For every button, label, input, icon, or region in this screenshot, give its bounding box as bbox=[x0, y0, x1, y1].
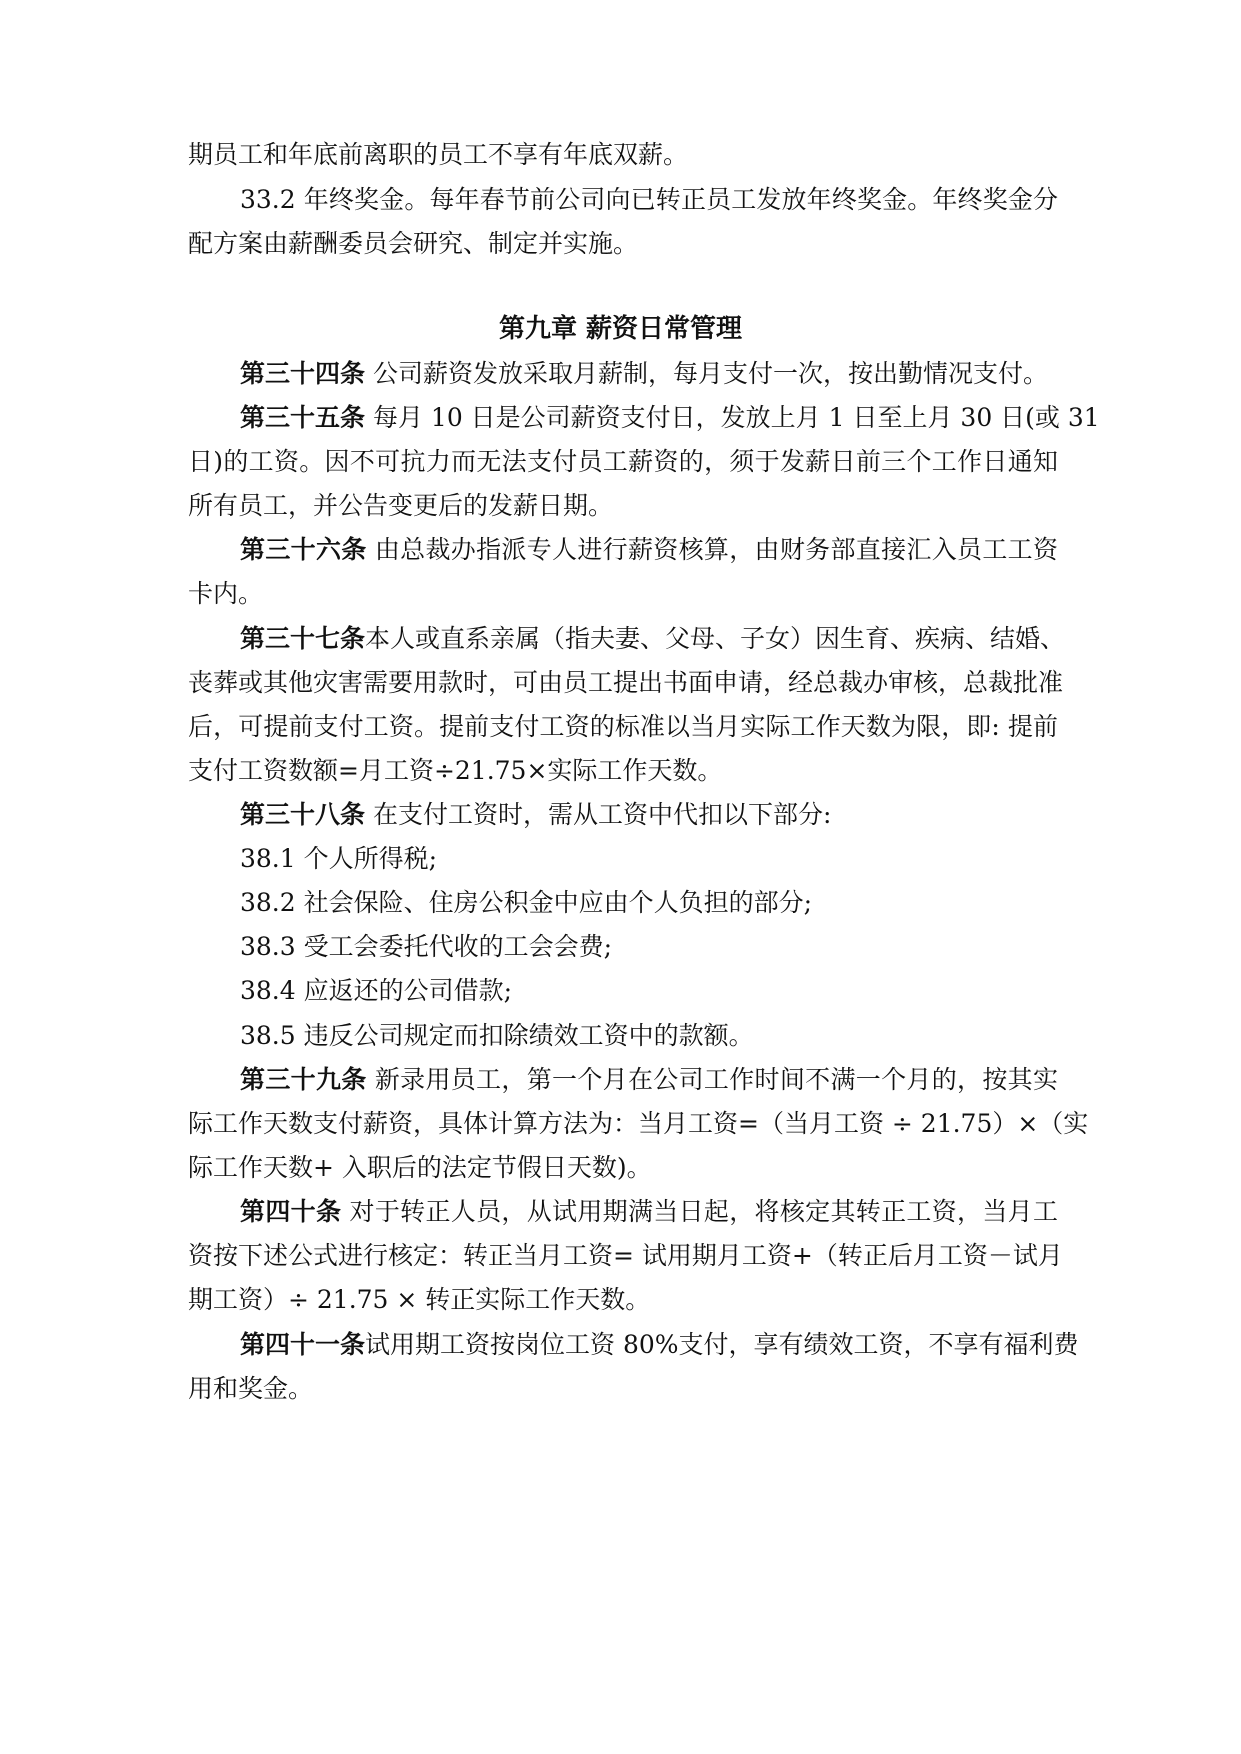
paragraph-line bbox=[240, 1330, 1079, 1360]
paragraph-text: 期员工和年底前离职的员工不享有年底双薪。 bbox=[188, 140, 689, 169]
paragraph-text: 所有员工，并公告变更后的发薪日期。 bbox=[188, 491, 614, 520]
paragraph-text: 在支付工资时，需从工资中代扣以下部分: bbox=[365, 800, 832, 829]
list-item-text: 38.5 违反公司规定而扣除绩效工资中的款额。 bbox=[240, 1021, 754, 1050]
paragraph-text: 对于转正人员，从试用期满当日起，将核定其转正工资，当月工 bbox=[341, 1197, 1058, 1226]
list-item bbox=[240, 888, 1058, 918]
list-item bbox=[240, 976, 1058, 1006]
paragraph-text: 试用期工资按岗位工资 80%支付，享有绩效工资，不享有福利费 bbox=[365, 1330, 1079, 1359]
paragraph-text: 际工作天数支付薪资，具体计算方法为：当月工资=（当月工资 ÷ 21.75）×（实 bbox=[188, 1109, 1089, 1138]
paragraph-text: 际工作天数+ 入职后的法定节假日天数)。 bbox=[188, 1153, 652, 1182]
paragraph-line bbox=[240, 359, 1058, 389]
paragraph-text: 公司薪资发放采取月薪制，每月支付一次，按出勤情况支付。 bbox=[365, 359, 1048, 388]
article-number: 第三十四条 bbox=[240, 359, 366, 388]
paragraph-line bbox=[188, 229, 1058, 259]
paragraph-text: 期工资）÷ 21.75 × 转正实际工作天数。 bbox=[188, 1285, 651, 1314]
paragraph-text: 本人或直系亲属（指夫妻、父母、子女）因生育、疾病、结婚、 bbox=[365, 624, 1066, 653]
paragraph-line bbox=[240, 800, 1058, 830]
paragraph-line bbox=[188, 1285, 1058, 1315]
paragraph-line bbox=[240, 1197, 1058, 1227]
paragraph-text: 后，可提前支付工资。提前支付工资的标准以当月实际工作天数为限，即: 提前 bbox=[188, 712, 1058, 741]
paragraph-line bbox=[188, 668, 1064, 698]
article-number: 第三十五条 bbox=[240, 403, 366, 432]
paragraph-line bbox=[188, 1109, 1089, 1139]
paragraph-text: 33.2 年终奖金。每年春节前公司向已转正员工发放年终奖金。年终奖金分 bbox=[240, 185, 1058, 214]
paragraph-text: 丧葬或其他灾害需要用款时，可由员工提出书面申请，经总裁办审核，总裁批准 bbox=[188, 668, 1064, 697]
paragraph-line bbox=[188, 1241, 1063, 1271]
list-item-text: 38.4 应返还的公司借款; bbox=[240, 976, 513, 1005]
paragraph-text: 用和奖金。 bbox=[188, 1374, 314, 1403]
paragraph-text: 每月 10 日是公司薪资支付日，发放上月 1 日至上月 30 日(或 31 bbox=[365, 403, 1100, 432]
paragraph-text: 配方案由薪酬委员会研究、制定并实施。 bbox=[188, 229, 639, 258]
paragraph-line bbox=[240, 1065, 1058, 1095]
article-number: 第三十六条 bbox=[240, 535, 367, 564]
article-number: 第四十条 bbox=[240, 1197, 342, 1226]
article-number: 第三十八条 bbox=[240, 800, 366, 829]
paragraph-line bbox=[188, 579, 1058, 609]
paragraph-line bbox=[240, 624, 1066, 654]
paragraph-line bbox=[188, 140, 1058, 170]
paragraph-text: 支付工资数额=月工资÷21.75×实际工作天数。 bbox=[188, 756, 723, 785]
paragraph-text: 资按下述公式进行核定：转正当月工资= 试用期月工资+（转正后月工资－试月 bbox=[188, 1241, 1063, 1270]
list-item-text: 38.2 社会保险、住房公积金中应由个人负担的部分; bbox=[240, 888, 813, 917]
paragraph-line bbox=[240, 403, 1100, 433]
paragraph-line bbox=[188, 491, 1058, 521]
article-number: 第四十一条 bbox=[240, 1330, 366, 1359]
article-number: 第三十七条 bbox=[240, 624, 366, 653]
paragraph-line bbox=[240, 535, 1058, 565]
paragraph-line bbox=[188, 712, 1058, 742]
paragraph-line bbox=[188, 756, 1058, 786]
list-item bbox=[240, 844, 1058, 874]
paragraph-line bbox=[188, 1374, 1058, 1404]
paragraph-line bbox=[240, 185, 1058, 215]
list-item bbox=[240, 1021, 1058, 1051]
list-item bbox=[240, 932, 1058, 962]
paragraph-text: 卡内。 bbox=[188, 579, 264, 608]
article-number: 第三十九条 bbox=[240, 1065, 367, 1094]
paragraph-line bbox=[188, 1153, 1058, 1183]
list-item-text: 38.1 个人所得税; bbox=[240, 844, 438, 873]
paragraph-text: 日)的工资。因不可抗力而无法支付员工薪资的，须于发薪日前三个工作日通知 bbox=[188, 447, 1058, 476]
paragraph-line bbox=[188, 447, 1058, 477]
chapter-heading: 第九章 薪资日常管理 bbox=[498, 314, 743, 344]
list-item-text: 38.3 受工会委托代收的工会会费; bbox=[240, 932, 613, 961]
paragraph-text: 新录用员工，第一个月在公司工作时间不满一个月的，按其实 bbox=[366, 1065, 1058, 1094]
paragraph-text: 由总裁办指派专人进行薪资核算，由财务部直接汇入员工工资 bbox=[366, 535, 1058, 564]
